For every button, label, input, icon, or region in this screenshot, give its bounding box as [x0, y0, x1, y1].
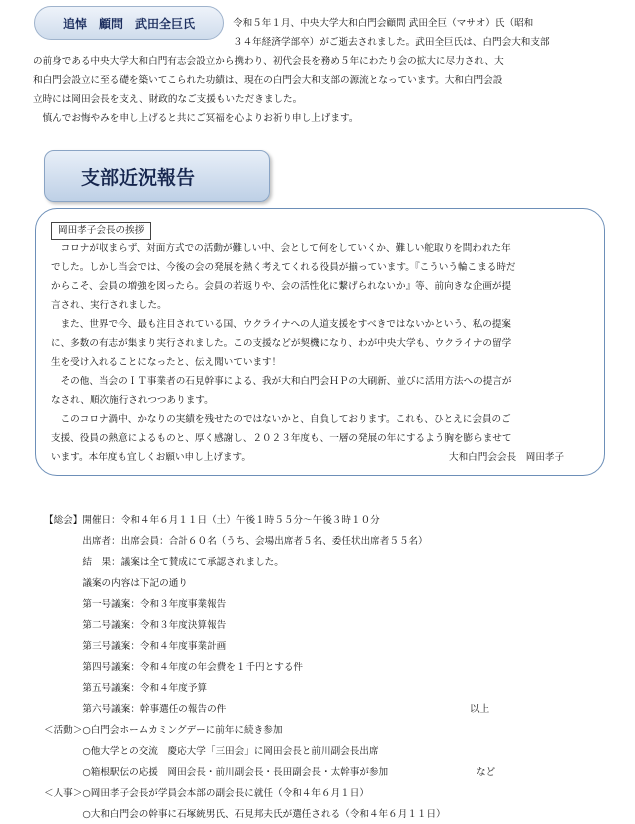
report-end-note: 以上	[470, 704, 490, 715]
greeting-signature: 大和白門会会長 岡田孝子	[449, 452, 565, 463]
memorial-line: 慎んでお悔やみを申し上げると共にご冥福を心よりお祈り申し上げます。	[33, 113, 359, 124]
report-line: ＜活動＞○白門会ホームカミングデーに前年に続き参加	[44, 725, 283, 736]
report-etc-note: など	[476, 767, 496, 778]
report-line: 結 果：議案は全て賛成にて承認されました。	[44, 557, 284, 568]
greeting-line: 言され、実行されました。	[51, 300, 167, 311]
memorial-line: ３４年経済学部卒）がご逝去されました。武田全巨氏は、白門会大和支部	[233, 37, 550, 48]
report-line: ○箱根駅伝の応援 岡田会長・前川副会長・長田副会長・太幹事が参加	[44, 767, 389, 778]
memorial-line: 立時には岡田会長を支え、財政的なご支援もいただきました。	[33, 94, 303, 105]
greeting-line: コロナが収まらず、対面方式での活動が難しい中、会として何をしていくか、難しい舵取りを問われた年	[51, 243, 511, 254]
report-line: 【総会】開催日：令和４年６月１１日（土）午後１時５５分～午後３時１０分	[44, 515, 380, 526]
report-line: 第六号議案：幹事選任の報告の件	[44, 704, 227, 715]
report-line: ＜人事＞○岡田孝子会長が学員会本部の副会長に就任（令和４年６月１日）	[44, 788, 369, 799]
greeting-line: その他、当会のＩＴ事業者の石見幹事による、我が大和白門会ＨＰの大刷新、並びに活用方法への提言が	[51, 376, 512, 387]
report-line: 第三号議案：令和４年度事業計画	[44, 641, 227, 652]
report-line: ○大和白門会の幹事に石塚統男氏、石見邦夫氏が選任される（令和４年６月１１日）	[44, 809, 446, 820]
memorial-line: 令和５年１月、中央大学大和白門会顧問 武田全巨（マサオ）氏（昭和	[233, 18, 534, 29]
report-line: 出席者：出席会員：合計６０名（うち、会場出席者５名、委任状出席者５５名）	[44, 536, 428, 547]
report-line: 第二号議案：令和３年度決算報告	[44, 620, 227, 631]
report-line: ○他大学との交流 慶応大学「三田会」に岡田会長と前川副会長出席	[44, 746, 379, 757]
report-line: 議案の内容は下記の通り	[44, 578, 188, 589]
memorial-badge: 追悼 顧問 武田全巨氏	[34, 6, 224, 40]
report-line: 第一号議案：令和３年度事業報告	[44, 599, 227, 610]
report-line: 第四号議案：令和４年度の年会費を１千円とする件	[44, 662, 304, 673]
section-title: 支部近況報告	[44, 150, 270, 202]
report-line: 第五号議案：令和４年度予算	[44, 683, 208, 694]
greeting-line: また、世界で今、最も注目されている国、ウクライナへの人道支援をすべきではないかという、私の提案	[51, 319, 512, 330]
greeting-line: 生を受け入れることになったと、伝え聞いています！	[51, 357, 282, 368]
greeting-line: でした。しかし当会では、今後の会の発展を熱く考えてくれる役員が揃っています。『こういう輪こまる時だ	[51, 262, 516, 273]
memorial-line: 和白門会設立に至る礎を築いてこられた功績は、現在の白門会大和支部の源流となっています。大和白門会設	[33, 75, 503, 86]
greeting-line: に、多数の有志が集まり実行されました。この支援などが契機になり、わが中央大学も、ウクライナの留学	[51, 338, 512, 349]
greeting-label: 岡田孝子会長の挨拶	[51, 222, 151, 240]
greeting-line: このコロナ渦中、かなりの実績を残せたのではないかと、自負しております。これも、ひとえに会員のご	[51, 414, 511, 425]
greeting-line: 支援、役員の熱意によるものと、厚く感謝し、２０２３年度も、一層の発展の年にするよう胸を膨らませて	[51, 433, 512, 444]
greeting-line: からこそ、会員の増強を図ったら。会員の若返りや、会の活性化に繋げられないか』等、前向きな企画が提	[51, 281, 512, 292]
greeting-line: います。本年度も宜しくお願い申し上げます。	[51, 452, 251, 463]
memorial-line: の前身である中央大学大和白門有志会設立から携わり、初代会長を務め５年にわたり会の拡大に尽力され、大	[33, 56, 504, 67]
greeting-line: なされ、順次施行されつつあります。	[51, 395, 214, 406]
